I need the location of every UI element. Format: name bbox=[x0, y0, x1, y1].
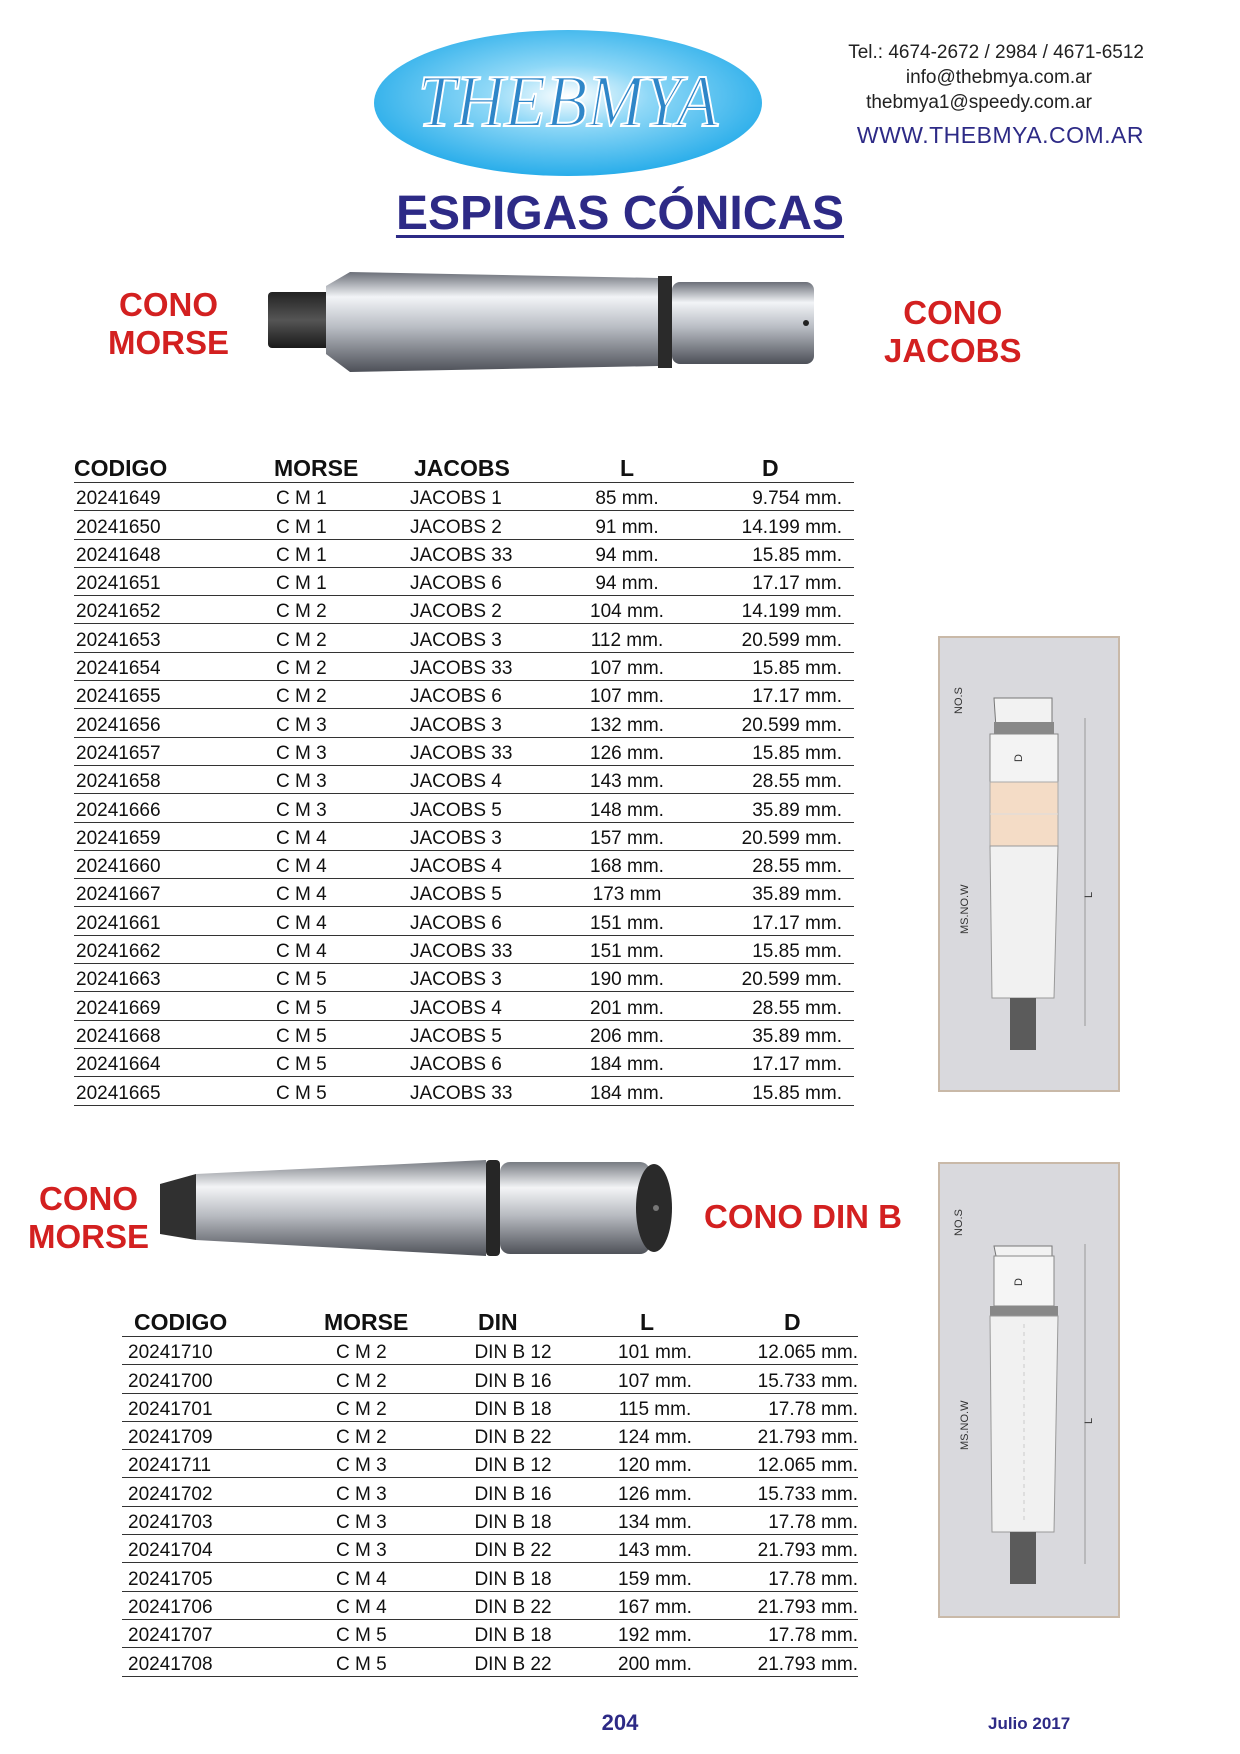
cell-morse: C M 5 bbox=[276, 1054, 327, 1076]
cell-jacobs: JACOBS 33 bbox=[410, 941, 513, 963]
section1-left-label bbox=[108, 286, 229, 362]
cell-l: 134 mm. bbox=[618, 1512, 692, 1534]
cell-l: 112 mm. bbox=[590, 629, 664, 651]
col-d: D bbox=[762, 455, 779, 481]
cell-morse: C M 2 bbox=[336, 1427, 387, 1449]
table-row bbox=[122, 1450, 858, 1478]
table-row bbox=[122, 1478, 858, 1506]
cell-jacobs: JACOBS 5 bbox=[410, 884, 502, 906]
cell-l: 126 mm. bbox=[590, 742, 664, 764]
table-row bbox=[74, 653, 854, 681]
table-body bbox=[122, 1337, 858, 1677]
cell-codigo: 20241662 bbox=[76, 941, 161, 963]
cell-codigo: 20241659 bbox=[76, 827, 161, 849]
jacobs-table bbox=[74, 452, 854, 1106]
cell-codigo: 20241700 bbox=[128, 1370, 213, 1392]
cell-l: 168 mm. bbox=[590, 856, 664, 878]
table-row bbox=[122, 1422, 858, 1450]
cell-l: 157 mm. bbox=[590, 827, 664, 849]
cell-din: DIN B 22 bbox=[474, 1540, 552, 1562]
logo-graphic bbox=[372, 28, 764, 178]
left-label-line1: CONO bbox=[39, 1180, 138, 1217]
cell-l: 120 mm. bbox=[618, 1455, 692, 1477]
morse-jacobs-arbor-image bbox=[266, 268, 826, 376]
diagram-side-label: MS.NO.W bbox=[959, 884, 971, 934]
cell-morse: C M 5 bbox=[276, 997, 327, 1019]
cell-l: 101 mm. bbox=[618, 1342, 692, 1364]
col-morse: MORSE bbox=[324, 1309, 409, 1335]
table-row bbox=[74, 766, 854, 794]
cell-d: 21.793 mm. bbox=[757, 1427, 858, 1449]
cell-morse: C M 4 bbox=[336, 1568, 387, 1590]
cell-din: DIN B 22 bbox=[474, 1427, 552, 1449]
table-row bbox=[74, 511, 854, 539]
cell-d: 15.85 mm. bbox=[752, 941, 842, 963]
cell-morse: C M 1 bbox=[276, 573, 327, 595]
table-row bbox=[122, 1563, 858, 1591]
cell-morse: C M 3 bbox=[276, 799, 327, 821]
cell-jacobs: JACOBS 3 bbox=[410, 714, 502, 736]
cell-d: 17.17 mm. bbox=[752, 573, 842, 595]
cell-jacobs: JACOBS 33 bbox=[410, 1082, 513, 1104]
section2-right-label bbox=[704, 1198, 902, 1236]
cell-l: 107 mm. bbox=[590, 686, 664, 708]
cell-morse: C M 4 bbox=[276, 912, 327, 934]
cell-d: 35.89 mm. bbox=[752, 884, 842, 906]
cell-codigo: 20241657 bbox=[76, 742, 161, 764]
cell-morse: C M 5 bbox=[336, 1625, 387, 1647]
cell-l: 115 mm. bbox=[618, 1398, 692, 1420]
cell-jacobs: JACOBS 4 bbox=[410, 997, 502, 1019]
cell-d: 17.17 mm. bbox=[752, 912, 842, 934]
cell-l: 94 mm. bbox=[595, 544, 659, 566]
cell-d: 21.793 mm. bbox=[757, 1596, 858, 1618]
cell-codigo: 20241707 bbox=[128, 1625, 213, 1647]
cell-jacobs: JACOBS 33 bbox=[410, 544, 513, 566]
cell-d: 21.793 mm. bbox=[757, 1540, 858, 1562]
cell-d: 28.55 mm. bbox=[752, 771, 842, 793]
cell-codigo: 20241654 bbox=[76, 658, 161, 680]
cell-codigo: 20241708 bbox=[128, 1653, 213, 1675]
cell-morse: C M 2 bbox=[276, 601, 327, 623]
cell-jacobs: JACOBS 33 bbox=[410, 742, 513, 764]
section2-left-label bbox=[28, 1180, 149, 1256]
email-primary[interactable]: info@thebmya.com.ar bbox=[905, 67, 1092, 88]
din-table bbox=[122, 1306, 858, 1677]
cell-codigo: 20241658 bbox=[76, 771, 161, 793]
cell-jacobs: JACOBS 2 bbox=[410, 601, 502, 623]
cell-l: 151 mm. bbox=[590, 912, 664, 934]
cell-l: 107 mm. bbox=[618, 1370, 692, 1392]
table-row bbox=[74, 596, 854, 624]
table-row bbox=[74, 823, 854, 851]
cell-morse: C M 1 bbox=[276, 516, 327, 538]
phone-text: Tel.: 4674-2672 / 2984 / 4671-6512 bbox=[848, 42, 1144, 63]
cell-d: 15.85 mm. bbox=[752, 544, 842, 566]
cell-l: 173 mm bbox=[592, 884, 662, 906]
cell-codigo: 20241649 bbox=[76, 488, 161, 510]
cell-morse: C M 3 bbox=[276, 771, 327, 793]
cell-morse: C M 1 bbox=[276, 544, 327, 566]
cell-d: 15.85 mm. bbox=[752, 1082, 842, 1104]
cell-morse: C M 4 bbox=[276, 856, 327, 878]
cell-jacobs: JACOBS 3 bbox=[410, 827, 502, 849]
cell-l: 94 mm. bbox=[595, 573, 659, 595]
cell-l: 201 mm. bbox=[590, 997, 664, 1019]
cell-d: 35.89 mm. bbox=[752, 799, 842, 821]
publication-date: Julio 2017 bbox=[988, 1714, 1071, 1733]
col-din: DIN bbox=[478, 1309, 518, 1335]
col-codigo: CODIGO bbox=[74, 455, 168, 481]
table-row bbox=[74, 964, 854, 992]
website-link[interactable]: WWW.THEBMYA.COM.AR bbox=[856, 122, 1144, 148]
table-row bbox=[74, 851, 854, 879]
cell-codigo: 20241667 bbox=[76, 884, 161, 906]
cell-d: 28.55 mm. bbox=[752, 997, 842, 1019]
diagram-l-label: L bbox=[1083, 891, 1095, 898]
cell-morse: C M 5 bbox=[336, 1653, 387, 1675]
cell-d: 28.55 mm. bbox=[752, 856, 842, 878]
cell-din: DIN B 18 bbox=[474, 1398, 552, 1420]
cell-d: 17.78 mm. bbox=[768, 1625, 858, 1647]
cell-d: 17.78 mm. bbox=[768, 1398, 858, 1420]
table-row bbox=[122, 1592, 858, 1620]
cell-din: DIN B 16 bbox=[474, 1370, 552, 1392]
cell-l: 143 mm. bbox=[590, 771, 664, 793]
cell-jacobs: JACOBS 4 bbox=[410, 771, 502, 793]
cell-morse: C M 4 bbox=[336, 1596, 387, 1618]
cell-din: DIN B 16 bbox=[474, 1483, 552, 1505]
table-row bbox=[122, 1620, 858, 1648]
table-row bbox=[122, 1507, 858, 1535]
cell-l: 184 mm. bbox=[590, 1054, 664, 1076]
col-l: L bbox=[640, 1309, 655, 1335]
cell-morse: C M 1 bbox=[276, 488, 327, 510]
table-row bbox=[74, 794, 854, 822]
table-row bbox=[122, 1337, 858, 1365]
cell-codigo: 20241666 bbox=[76, 799, 161, 821]
table-row bbox=[74, 483, 854, 511]
col-codigo: CODIGO bbox=[134, 1309, 228, 1335]
cell-l: 184 mm. bbox=[590, 1082, 664, 1104]
cell-jacobs: JACOBS 6 bbox=[410, 1054, 502, 1076]
diagram-l-label: L bbox=[1083, 1417, 1095, 1424]
page-number: 204 bbox=[601, 1710, 639, 1735]
cell-jacobs: JACOBS 6 bbox=[410, 912, 502, 934]
cell-codigo: 20241665 bbox=[76, 1082, 161, 1104]
contact-info bbox=[848, 40, 1144, 148]
cell-din: DIN B 18 bbox=[474, 1512, 552, 1534]
right-label-line2: JACOBS bbox=[884, 332, 1022, 369]
table-row bbox=[74, 540, 854, 568]
table-row bbox=[74, 879, 854, 907]
cell-codigo: 20241650 bbox=[76, 516, 161, 538]
cell-l: 206 mm. bbox=[590, 1025, 664, 1047]
cell-morse: C M 2 bbox=[336, 1370, 387, 1392]
cell-codigo: 20241706 bbox=[128, 1596, 213, 1618]
cell-morse: C M 3 bbox=[336, 1540, 387, 1562]
cell-l: 159 mm. bbox=[618, 1568, 692, 1590]
cell-l: 124 mm. bbox=[618, 1427, 692, 1449]
diagram-d-label: D bbox=[1013, 754, 1025, 762]
cell-codigo: 20241701 bbox=[128, 1398, 213, 1420]
cell-din: DIN B 12 bbox=[474, 1342, 552, 1364]
col-morse: MORSE bbox=[274, 455, 359, 481]
table-row bbox=[122, 1365, 858, 1393]
left-label-line2: MORSE bbox=[28, 1218, 150, 1255]
table-row bbox=[74, 568, 854, 596]
right-label-line1: CONO bbox=[903, 294, 1003, 331]
cell-l: 91 mm. bbox=[595, 516, 659, 538]
table-row bbox=[122, 1648, 858, 1676]
cell-d: 17.78 mm. bbox=[768, 1568, 858, 1590]
diagram-top-label: NO.S bbox=[953, 687, 965, 714]
cell-codigo: 20241661 bbox=[76, 912, 161, 934]
cell-codigo: 20241669 bbox=[76, 997, 161, 1019]
page-title: ESPIGAS CÓNICAS bbox=[395, 187, 845, 240]
table-row bbox=[74, 681, 854, 709]
din-dimension-diagram bbox=[938, 1162, 1120, 1618]
table-row bbox=[122, 1535, 858, 1563]
cell-d: 17.17 mm. bbox=[752, 686, 842, 708]
brand-name: THEBMYA bbox=[418, 61, 719, 143]
cell-morse: C M 5 bbox=[276, 969, 327, 991]
cell-jacobs: JACOBS 6 bbox=[410, 573, 502, 595]
cell-jacobs: JACOBS 5 bbox=[410, 1025, 502, 1047]
cell-codigo: 20241703 bbox=[128, 1512, 213, 1534]
cell-morse: C M 3 bbox=[336, 1512, 387, 1534]
page-title-wrap bbox=[0, 186, 1240, 241]
cell-morse: C M 2 bbox=[276, 658, 327, 680]
cell-d: 20.599 mm. bbox=[741, 629, 842, 651]
cell-morse: C M 2 bbox=[336, 1398, 387, 1420]
right-label-line1: CONO DIN B bbox=[704, 1198, 902, 1235]
cell-din: DIN B 18 bbox=[474, 1568, 552, 1590]
cell-d: 14.199 mm. bbox=[741, 516, 842, 538]
table-header bbox=[122, 1306, 858, 1337]
col-l: L bbox=[620, 455, 635, 481]
table-body bbox=[74, 483, 854, 1106]
cell-codigo: 20241651 bbox=[76, 573, 161, 595]
cell-d: 15.733 mm. bbox=[757, 1370, 858, 1392]
cell-d: 12.065 mm. bbox=[757, 1455, 858, 1477]
cell-l: 126 mm. bbox=[618, 1483, 692, 1505]
section1-right-label bbox=[884, 294, 1022, 370]
cell-l: 143 mm. bbox=[618, 1540, 692, 1562]
cell-codigo: 20241655 bbox=[76, 686, 161, 708]
cell-d: 20.599 mm. bbox=[741, 714, 842, 736]
cell-morse: C M 4 bbox=[276, 941, 327, 963]
cell-l: 192 mm. bbox=[618, 1625, 692, 1647]
table-row bbox=[74, 936, 854, 964]
cell-codigo: 20241702 bbox=[128, 1483, 213, 1505]
cell-morse: C M 3 bbox=[276, 714, 327, 736]
cell-jacobs: JACOBS 6 bbox=[410, 686, 502, 708]
cell-jacobs: JACOBS 4 bbox=[410, 856, 502, 878]
cell-d: 20.599 mm. bbox=[741, 827, 842, 849]
jacobs-dimension-diagram bbox=[938, 636, 1120, 1092]
table-row bbox=[74, 709, 854, 737]
cell-jacobs: JACOBS 33 bbox=[410, 658, 513, 680]
cell-codigo: 20241711 bbox=[128, 1455, 212, 1477]
diagram-d-label: D bbox=[1013, 1278, 1025, 1286]
cell-din: DIN B 12 bbox=[474, 1455, 552, 1477]
cell-codigo: 20241663 bbox=[76, 969, 161, 991]
cell-morse: C M 2 bbox=[336, 1342, 387, 1364]
cell-d: 14.199 mm. bbox=[741, 601, 842, 623]
cell-jacobs: JACOBS 1 bbox=[410, 488, 502, 510]
cell-d: 15.85 mm. bbox=[752, 658, 842, 680]
left-label-line2: MORSE bbox=[108, 324, 230, 361]
cell-morse: C M 3 bbox=[336, 1455, 387, 1477]
table-row bbox=[74, 624, 854, 652]
cell-d: 20.599 mm. bbox=[741, 969, 842, 991]
cell-morse: C M 5 bbox=[276, 1025, 327, 1047]
cell-codigo: 20241664 bbox=[76, 1054, 161, 1076]
brand-logo bbox=[372, 28, 764, 178]
cell-d: 17.78 mm. bbox=[768, 1512, 858, 1534]
cell-l: 132 mm. bbox=[590, 714, 664, 736]
cell-codigo: 20241660 bbox=[76, 856, 161, 878]
cell-l: 190 mm. bbox=[590, 969, 664, 991]
cell-codigo: 20241652 bbox=[76, 601, 161, 623]
cell-jacobs: JACOBS 3 bbox=[410, 629, 502, 651]
table-row bbox=[122, 1394, 858, 1422]
cell-l: 104 mm. bbox=[590, 601, 664, 623]
cell-jacobs: JACOBS 2 bbox=[410, 516, 502, 538]
col-d: D bbox=[784, 1309, 801, 1335]
table-row bbox=[74, 1021, 854, 1049]
cell-l: 151 mm. bbox=[590, 941, 664, 963]
cell-codigo: 20241656 bbox=[76, 714, 161, 736]
cell-l: 85 mm. bbox=[595, 488, 659, 510]
cell-codigo: 20241705 bbox=[128, 1568, 213, 1590]
cell-codigo: 20241709 bbox=[128, 1427, 213, 1449]
table-row bbox=[74, 738, 854, 766]
cell-l: 107 mm. bbox=[590, 658, 664, 680]
cell-codigo: 20241668 bbox=[76, 1025, 161, 1047]
cell-morse: C M 5 bbox=[276, 1082, 327, 1104]
cell-morse: C M 4 bbox=[276, 827, 327, 849]
cell-d: 9.754 mm. bbox=[752, 488, 842, 510]
cell-d: 15.85 mm. bbox=[752, 742, 842, 764]
table-row bbox=[74, 1049, 854, 1077]
cell-l: 148 mm. bbox=[590, 799, 664, 821]
cell-morse: C M 3 bbox=[336, 1483, 387, 1505]
left-label-line1: CONO bbox=[119, 286, 218, 323]
cell-d: 35.89 mm. bbox=[752, 1025, 842, 1047]
cell-d: 17.17 mm. bbox=[752, 1054, 842, 1076]
cell-codigo: 20241648 bbox=[76, 544, 161, 566]
cell-codigo: 20241704 bbox=[128, 1540, 213, 1562]
cell-morse: C M 2 bbox=[276, 629, 327, 651]
cell-morse: C M 4 bbox=[276, 884, 327, 906]
cell-d: 21.793 mm. bbox=[757, 1653, 858, 1675]
cell-l: 200 mm. bbox=[618, 1653, 692, 1675]
cell-codigo: 20241653 bbox=[76, 629, 161, 651]
cell-morse: C M 3 bbox=[276, 742, 327, 764]
table-row bbox=[74, 992, 854, 1020]
diagram-top-label: NO.S bbox=[953, 1209, 965, 1236]
table-row bbox=[74, 1077, 854, 1105]
morse-dinb-arbor-image bbox=[156, 1156, 680, 1260]
cell-l: 167 mm. bbox=[618, 1596, 692, 1618]
table-row bbox=[74, 907, 854, 935]
cell-morse: C M 2 bbox=[276, 686, 327, 708]
col-jacobs: JACOBS bbox=[414, 455, 510, 481]
cell-codigo: 20241710 bbox=[128, 1342, 213, 1364]
cell-jacobs: JACOBS 3 bbox=[410, 969, 502, 991]
cell-d: 15.733 mm. bbox=[757, 1483, 858, 1505]
email-secondary[interactable]: thebmya1@speedy.com.ar bbox=[866, 92, 1092, 113]
table-header bbox=[74, 452, 854, 483]
cell-din: DIN B 22 bbox=[474, 1596, 552, 1618]
diagram-side-label: MS.NO.W bbox=[959, 1400, 971, 1450]
cell-din: DIN B 22 bbox=[474, 1653, 552, 1675]
cell-d: 12.065 mm. bbox=[757, 1342, 858, 1364]
cell-jacobs: JACOBS 5 bbox=[410, 799, 502, 821]
cell-din: DIN B 18 bbox=[474, 1625, 552, 1647]
